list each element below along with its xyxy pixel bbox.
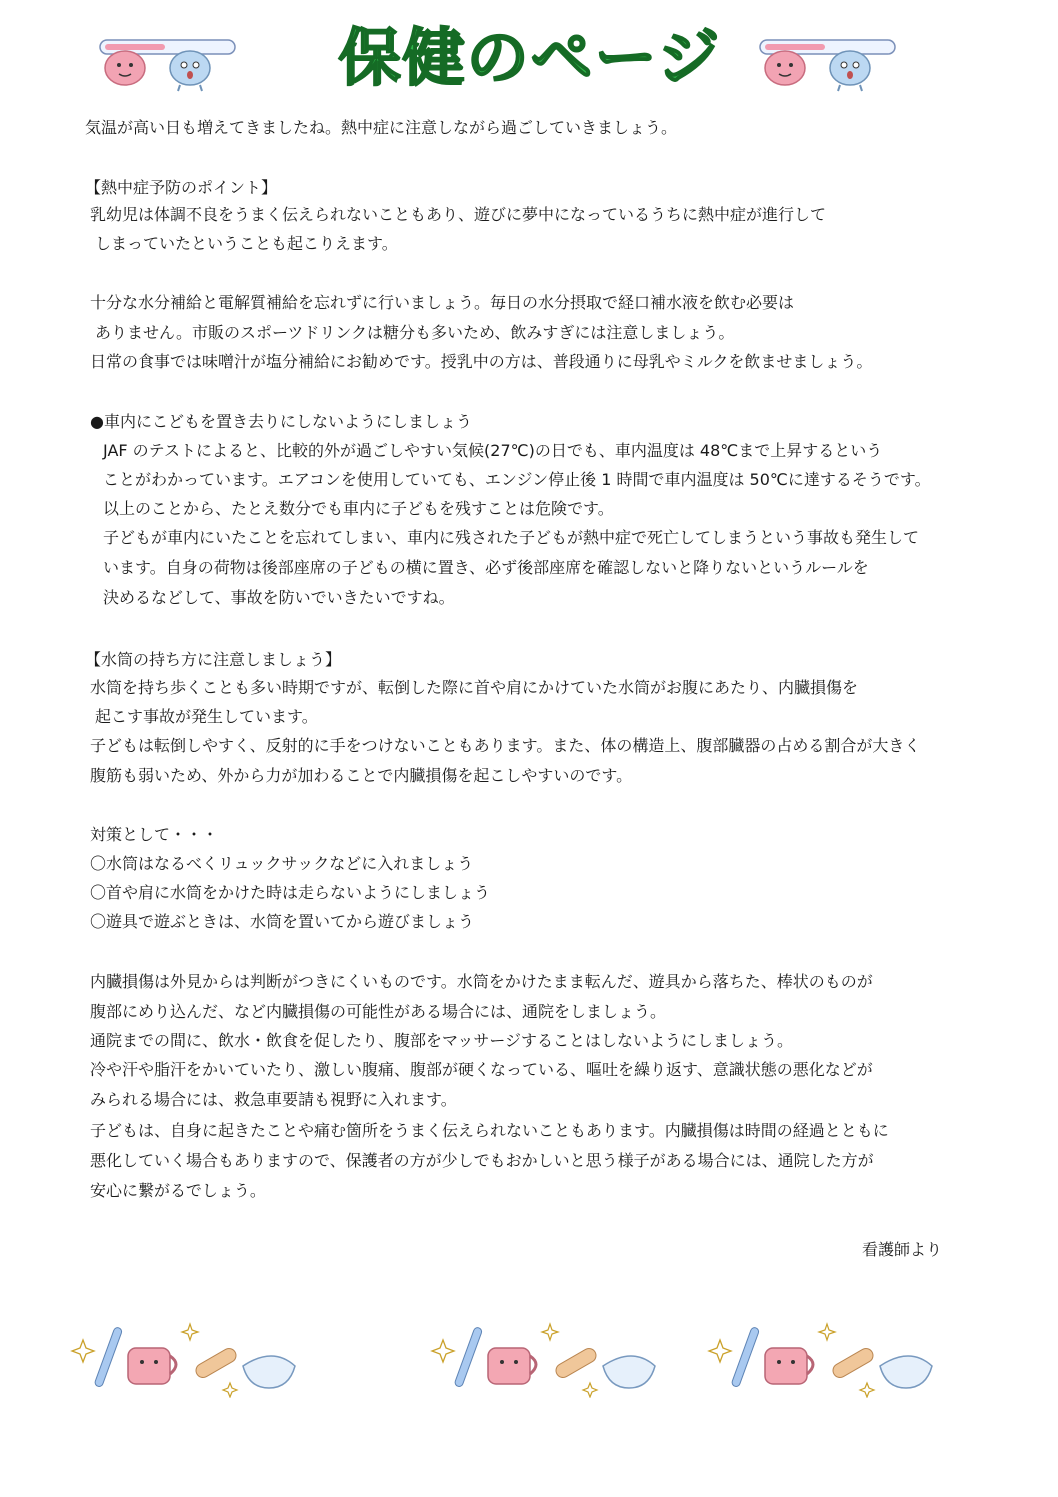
injury-line: 冷や汗や脂汗をかいていたり、激しい腹痛、腹部が硬くなっている、嘔吐を繰り返す、意識状態の悪化などが bbox=[90, 1060, 873, 1079]
heatstroke-heading: 【熱中症予防のポイント】 bbox=[85, 178, 278, 197]
car-line: 以上のことから、たとえ数分でも車内に子どもを残すことは危険です。 bbox=[103, 499, 614, 518]
hygiene-items-illustration bbox=[68, 1318, 308, 1398]
thermometer-mascots-left-illustration bbox=[95, 18, 245, 93]
bottle-line: 子どもは転倒しやすく、反射的に手をつけないこともあります。また、体の構造上、腹部臓器の占める割合が大きく bbox=[90, 736, 921, 755]
measure-item: 〇首や肩に水筒をかけた時は走らないようにしましょう bbox=[90, 883, 491, 902]
bottle-line: 水筒を持ち歩くことも多い時期ですが、転倒した際に首や肩にかけていた水筒がお腹にあたり、内臓損傷を bbox=[90, 678, 859, 697]
hygiene-items-illustration bbox=[428, 1318, 668, 1398]
car-line: います。自身の荷物は後部座席の子どもの横に置き、必ず後部座席を確認しないと降りないというルールを bbox=[103, 558, 869, 577]
injury-line: 内臓損傷は外見からは判断がつきにくいものです。水筒をかけたまま転んだ、遊具から落ちた、棒状のものが bbox=[90, 972, 873, 991]
thermometer-mascots-right-illustration bbox=[755, 18, 905, 93]
bottle-line: 腹筋も弱いため、外から力が加わることで内臓損傷を起こしやすいのです。 bbox=[90, 766, 633, 785]
hygiene-items-illustration bbox=[705, 1318, 945, 1398]
car-line: 決めるなどして、事故を防いでいきたいですね。 bbox=[103, 588, 455, 607]
heatstroke-line: ありません。市販のスポーツドリンクは糖分も多いため、飲みすぎには注意しましょう。 bbox=[95, 323, 735, 342]
signature: 看護師より bbox=[862, 1240, 943, 1259]
measures-heading: 対策として・・・ bbox=[90, 825, 219, 844]
car-line: ことがわかっています。エアコンを使用していても、エンジン停止後 1 時間で車内温度は 50℃に達するそうです。 bbox=[103, 470, 931, 489]
page-title: 保健のページ bbox=[338, 21, 722, 94]
injury-line: 腹部にめり込んだ、など内臓損傷の可能性がある場合には、通院をしましょう。 bbox=[90, 1002, 667, 1021]
bottle-line: 起こす事故が発生しています。 bbox=[95, 707, 318, 726]
injury-line: 通院までの間に、飲水・飲食を促したり、腹部をマッサージすることはしないようにしましょう。 bbox=[90, 1031, 794, 1050]
injury-line: みられる場合には、救急車要請も視野に入れます。 bbox=[90, 1090, 457, 1109]
car-heading: ●車内にこどもを置き去りにしないようにしましょう bbox=[90, 412, 472, 431]
heatstroke-line: 十分な水分補給と電解質補給を忘れずに行いましょう。毎日の水分摂取で経口補水液を飲む必要は bbox=[90, 293, 795, 312]
measure-item: 〇遊具で遊ぶときは、水筒を置いてから遊びましょう bbox=[90, 912, 475, 931]
heatstroke-line: しまっていたということも起こりえます。 bbox=[95, 234, 398, 253]
bottle-heading: 【水筒の持ち方に注意しましょう】 bbox=[85, 650, 342, 669]
injury-line: 安心に繋がるでしょう。 bbox=[90, 1181, 266, 1200]
intro-text: 気温が高い日も増えてきましたね。熱中症に注意しながら過ごしていきましょう。 bbox=[85, 118, 678, 137]
injury-line: 子どもは、自身に起きたことや痛む箇所をうまく伝えられないこともあります。内臓損傷は時間の経過とともに bbox=[90, 1121, 889, 1140]
measure-item: 〇水筒はなるべくリュックサックなどに入れましょう bbox=[90, 854, 474, 873]
car-line: 子どもが車内にいたことを忘れてしまい、車内に残された子どもが熱中症で死亡してしまうという事故も発生して bbox=[103, 528, 920, 547]
heatstroke-line: 乳幼児は体調不良をうまく伝えられないこともあり、遊びに夢中になっているうちに熱中症が進行して bbox=[90, 205, 827, 224]
heatstroke-line: 日常の食事では味噌汁が塩分補給にお勧めです。授乳中の方は、普段通りに母乳やミルクを飲ませましょう。 bbox=[90, 352, 873, 371]
injury-line: 悪化していく場合もありますので、保護者の方が少しでもおかしいと思う様子がある場合には、通院した方が bbox=[90, 1151, 874, 1170]
car-line: JAF のテストによると、比較的外が過ごしやすい気候(27℃)の日でも、車内温度は 48℃まで上昇するという bbox=[103, 441, 883, 460]
